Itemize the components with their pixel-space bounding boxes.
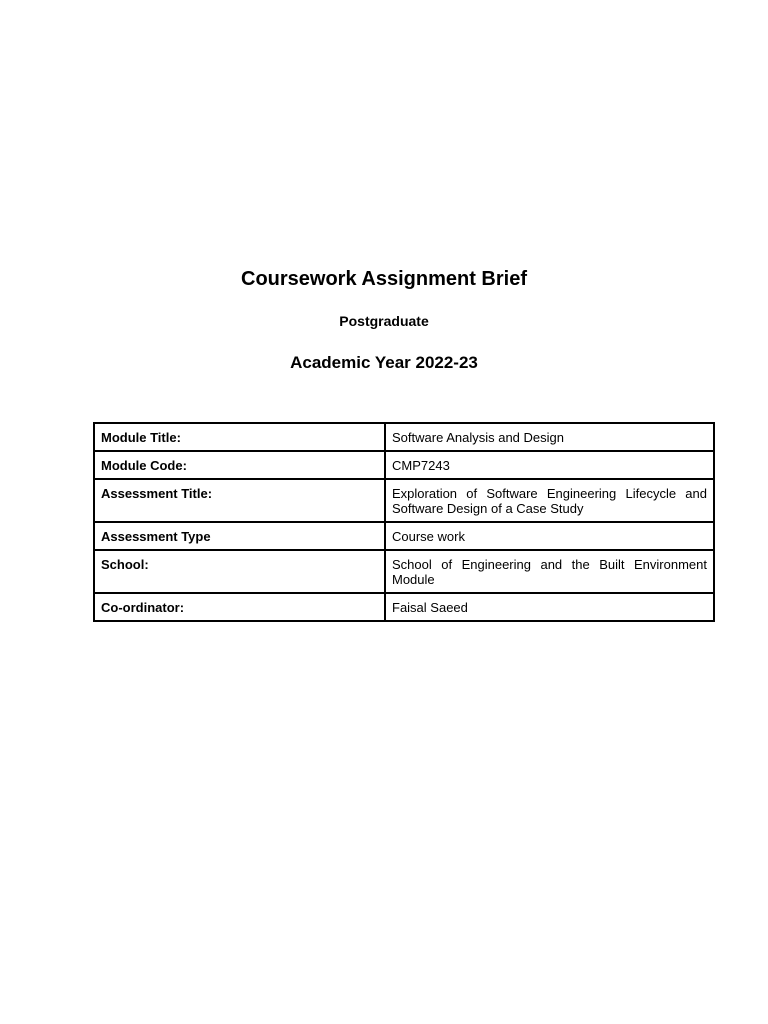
module-code-label: Module Code: xyxy=(94,451,385,479)
study-level: Postgraduate xyxy=(339,313,429,329)
table-row-module-code xyxy=(94,451,714,479)
table-row-assessment-title xyxy=(94,479,714,522)
table-row-module-title xyxy=(94,423,714,451)
academic-year: Academic Year 2022-23 xyxy=(290,353,478,372)
school-value: School of Engineering and the Built Environment Module xyxy=(385,550,714,593)
module-code-value: CMP7243 xyxy=(385,451,714,479)
school-label: School: xyxy=(94,550,385,593)
module-info-table xyxy=(93,422,715,622)
table-row-school xyxy=(94,550,714,593)
document-title: Coursework Assignment Brief xyxy=(241,268,527,290)
table-row-assessment-type xyxy=(94,522,714,550)
table-row-coordinator xyxy=(94,593,714,621)
coordinator-value: Faisal Saeed xyxy=(385,593,714,621)
assessment-title-label: Assessment Title: xyxy=(94,479,385,522)
assessment-title-value: Exploration of Software Engineering Lifecycle and Software Design of a Case Study xyxy=(385,479,714,522)
coordinator-label: Co-ordinator: xyxy=(94,593,385,621)
module-title-value: Software Analysis and Design xyxy=(385,423,714,451)
assessment-type-label: Assessment Type xyxy=(94,522,385,550)
assessment-type-value: Course work xyxy=(385,522,714,550)
module-title-label: Module Title: xyxy=(94,423,385,451)
